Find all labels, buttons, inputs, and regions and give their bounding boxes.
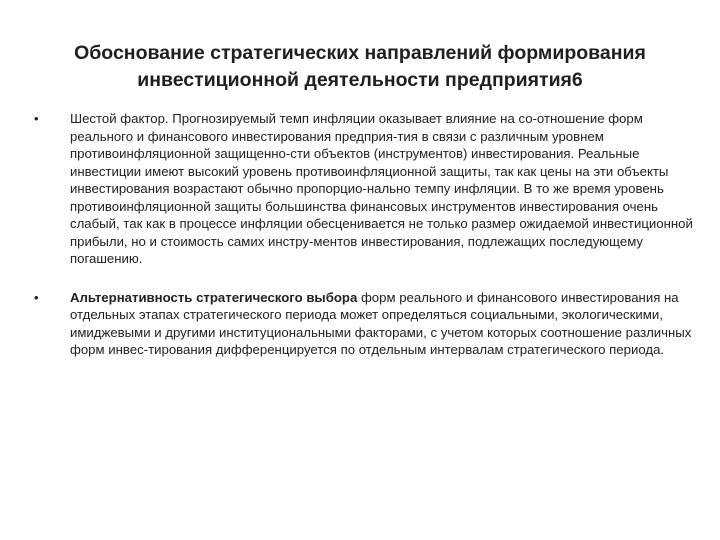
bullet-text: Шестой фактор. Прогнозируемый темп инфляции оказывает влияние на со-отношение форм реального и финансового инвестирования предприя-тия в связи с различным уровнем противоинфляционной защищенно-сти объектов (инструментов) инвестирования. Реальные инвестиции имеют высокий уровень противоинфляционной защиты, так как цены на эти объекты инвестирования возрастают обычно пропорцио-нально темпу инфляции. В то же время уровень противоинфляционной защиты большинства финансовых инструментов инвестирования очень слабый, так как в процессе инфляции обесценивается не только размер ожидаемой инвестиционной прибыли, но и стоимость самих инстру-ментов инвестирования, подлежащих последующему погашению.	[70, 111, 693, 266]
bullet-marker: •	[34, 289, 39, 305]
bullet-text: форм реального и финансового инвестирования на отдельных этапах стратегического периода может определяться социальными, экологическими, имиджевыми и другими институциональными факторами, с учетом которых соотношение различных форм инвес-тирования дифференцируется по отдельным интервалам стратегического периода.	[70, 289, 692, 357]
bullet-item-strategic-choice	[34, 289, 694, 359]
bullet-marker: •	[34, 111, 39, 126]
bullet-list	[34, 110, 694, 359]
bullet-item-inflation-factor	[34, 110, 694, 268]
bullet-bold-text: Альтернативность стратегического выбора	[70, 289, 358, 305]
slide-title: Обоснование стратегических направлений формирования инвестиционной деятельности предприятия6	[74, 42, 646, 91]
